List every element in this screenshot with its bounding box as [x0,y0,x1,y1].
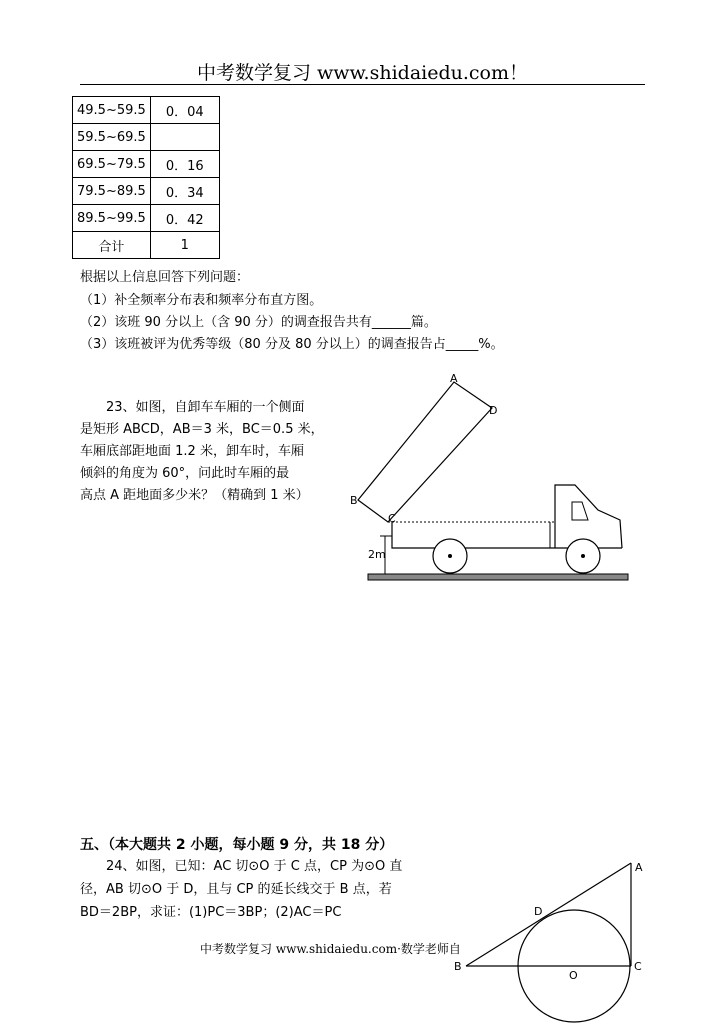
label-height: 2m [368,548,386,561]
question-1: （1）补全频率分布表和频率分布直方图。 [80,293,323,308]
freq-cell: 0．04 [150,97,219,124]
ground [368,574,628,580]
problem-23-text [80,397,370,507]
freq-cell: 0．34 [150,178,219,205]
label-c: C [634,960,642,973]
problem-24-line-1: 24、如图，已知：AC 切⊙O 于 C 点，CP 为⊙O 直 [106,859,403,874]
freq-cell: 1 [150,232,219,259]
label-d: D [534,905,543,918]
problem-23-line-3: 车厢底部距地面 1.2 米，卸车时，车厢 [80,444,304,459]
label-a: A [450,372,458,385]
table-row [73,97,220,124]
table-row [73,205,220,232]
label-d: D [489,404,498,417]
header-rule [80,84,645,85]
page-header: 中考数学复习 www.shidaiedu.com！ [196,62,529,84]
problem-23-line-1: 23、如图，自卸车车厢的一个侧面 [106,400,305,415]
table-row [73,178,220,205]
truck-cab [555,485,622,548]
truck-bed [358,382,492,522]
range-cell: 89.5~99.5 [73,205,151,232]
freq-cell: 0．42 [150,205,219,232]
rear-hub [448,554,452,558]
table-row [73,232,220,259]
cab-window [572,502,588,520]
front-hub [581,554,585,558]
label-b: B [454,960,462,973]
dump-truck-figure [340,370,640,590]
page-footer: 中考数学复习 www.shidaiedu.com·数学老师自 [200,942,461,956]
problem-23-line-2: 是矩形 ABCD，AB＝3 米，BC＝0.5 米， [80,422,324,437]
line-ab [466,863,631,966]
problem-23-line-4: 倾斜的角度为 60°，问此时车厢的最 [80,466,290,481]
label-b: B [350,494,358,507]
problem-24-text [80,855,440,924]
question-3: （3）该班被评为优秀等级（80 分及 80 分以上）的调查报告占_____%。 [80,337,504,352]
frequency-table [72,96,220,259]
label-o: O [569,969,578,982]
range-cell: 49.5~59.5 [73,97,151,124]
label-a: A [635,861,643,874]
range-cell: 69.5~79.5 [73,151,151,178]
table-row [73,124,220,151]
circle-tangent-figure [450,855,650,1024]
problem-24-line-3: BD＝2BP，求证：(1)PC＝3BP；(2)AC＝PC [80,905,342,920]
label-c: C [388,512,396,525]
freq-cell [150,124,219,151]
section-5-title: 五、（本大题共 2 小题，每小题 9 分，共 18 分） [80,837,394,853]
problem-23-line-5: 高点 A 距地面多少米？（精确到 1 米） [80,488,309,503]
range-cell: 79.5~89.5 [73,178,151,205]
freq-cell: 0．16 [150,151,219,178]
question-2: （2）该班 90 分以上（含 90 分）的调查报告共有______篇。 [80,315,437,330]
range-cell: 59.5~69.5 [73,124,151,151]
problem-24-line-2: 径，AB 切⊙O 于 D，且与 CP 的延长线交于 B 点，若 [80,882,392,897]
table-row [73,151,220,178]
truck-chassis [392,522,435,548]
range-cell: 合计 [73,232,151,259]
questions-intro: 根据以上信息回答下列问题： [80,270,250,285]
